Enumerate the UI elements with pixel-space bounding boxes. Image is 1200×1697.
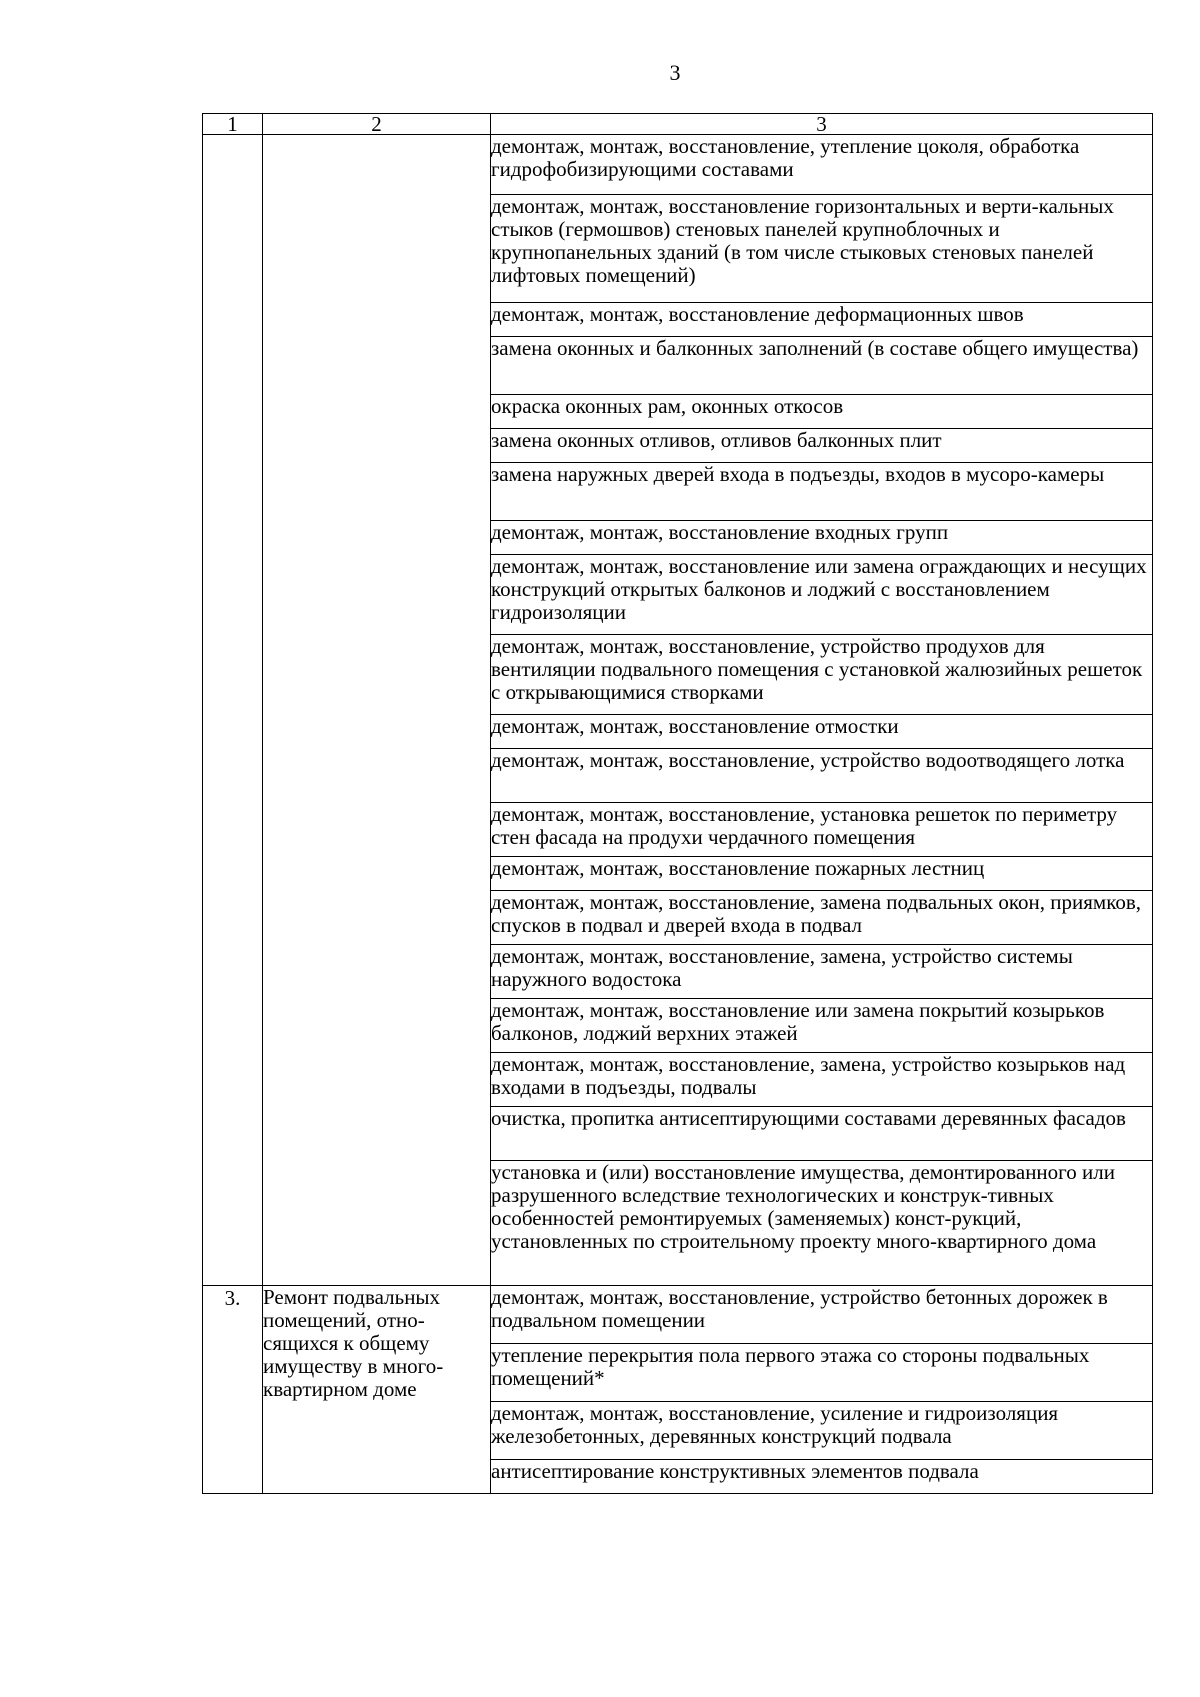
work-item-cell: антисептирование конструктивных элементов подвала xyxy=(491,1460,1153,1494)
work-item-cell: демонтаж, монтаж, восстановление, усиление и гидроизоляция железобетонных, деревянных конструкций подвала xyxy=(491,1402,1153,1460)
header-col-3: 3 xyxy=(491,114,1153,135)
table-row xyxy=(203,135,1153,195)
empty-name-cell xyxy=(263,135,491,1286)
works-table xyxy=(202,113,1153,1494)
work-item-cell: демонтаж, монтаж, восстановление деформационных швов xyxy=(491,303,1153,337)
table-header-row xyxy=(203,114,1153,135)
work-item-cell: демонтаж, монтаж, восстановление, установка решеток по периметру стен фасада на продухи чердачного помещения xyxy=(491,803,1153,857)
work-item-cell: демонтаж, монтаж, восстановление, замена, устройство системы наружного водостока xyxy=(491,945,1153,999)
page-number: 3 xyxy=(669,60,681,85)
work-item-cell: демонтаж, монтаж, восстановление пожарных лестниц xyxy=(491,857,1153,891)
work-item-cell: очистка, пропитка антисептирующими составами деревянных фасадов xyxy=(491,1107,1153,1161)
work-item-cell: установка и (или) восстановление имущества, демонтированного или разрушенного вследствие технологических и конструк-тивных особенностей ремонтируемых (заменяемых) конст-рукций, установленных по строительному проекту много-квартирного дома xyxy=(491,1161,1153,1286)
work-item-cell: замена оконных и балконных заполнений (в составе общего имущества) xyxy=(491,337,1153,395)
work-item-cell: замена оконных отливов, отливов балконных плит xyxy=(491,429,1153,463)
work-item-cell: демонтаж, монтаж, восстановление, устройство водоотводящего лотка xyxy=(491,749,1153,803)
work-item-cell: демонтаж, монтаж, восстановление, утепление цоколя, обработка гидрофобизирующими составами xyxy=(491,135,1153,195)
work-item-cell: демонтаж, монтаж, восстановление, замена подвальных окон, приямков, спусков в подвал и дверей входа в подвал xyxy=(491,891,1153,945)
section-number-cell: 3. xyxy=(203,1286,263,1494)
work-item-cell: демонтаж, монтаж, восстановление горизонтальных и верти-кальных стыков (гермошвов) стеновых панелей крупноблочных и крупнопанельных зданий (в том числе стыковых стеновых панелей лифтовых помещений) xyxy=(491,195,1153,303)
table-row xyxy=(203,1286,1153,1344)
work-item-cell: демонтаж, монтаж, восстановление или замена покрытий козырьков балконов, лоджий верхних этажей xyxy=(491,999,1153,1053)
header-col-1: 1 xyxy=(203,114,263,135)
work-item-cell: замена наружных дверей входа в подъезды, входов в мусоро-камеры xyxy=(491,463,1153,521)
work-item-cell: демонтаж, монтаж, восстановление, замена, устройство козырьков над входами в подъезды, подвалы xyxy=(491,1053,1153,1107)
header-col-2: 2 xyxy=(263,114,491,135)
section-name-cell: Ремонт подвальных помещений, отно-сящихся к общему имуществу в много-квартирном доме xyxy=(263,1286,491,1494)
work-item-cell: демонтаж, монтаж, восстановление отмостки xyxy=(491,715,1153,749)
work-item-cell: демонтаж, монтаж, восстановление входных групп xyxy=(491,521,1153,555)
empty-number-cell xyxy=(203,135,263,1286)
work-item-cell: демонтаж, монтаж, восстановление, устройство продухов для вентиляции подвального помещения с установкой жалюзийных решеток с открывающимися створками xyxy=(491,635,1153,715)
work-item-cell: демонтаж, монтаж, восстановление, устройство бетонных дорожек в подвальном помещении xyxy=(491,1286,1153,1344)
work-item-cell: утепление перекрытия пола первого этажа со стороны подвальных помещений* xyxy=(491,1344,1153,1402)
work-item-cell: демонтаж, монтаж, восстановление или замена ограждающих и несущих конструкций открытых балконов и лоджий с восстановлением гидроизоляции xyxy=(491,555,1153,635)
work-item-cell: окраска оконных рам, оконных откосов xyxy=(491,395,1153,429)
